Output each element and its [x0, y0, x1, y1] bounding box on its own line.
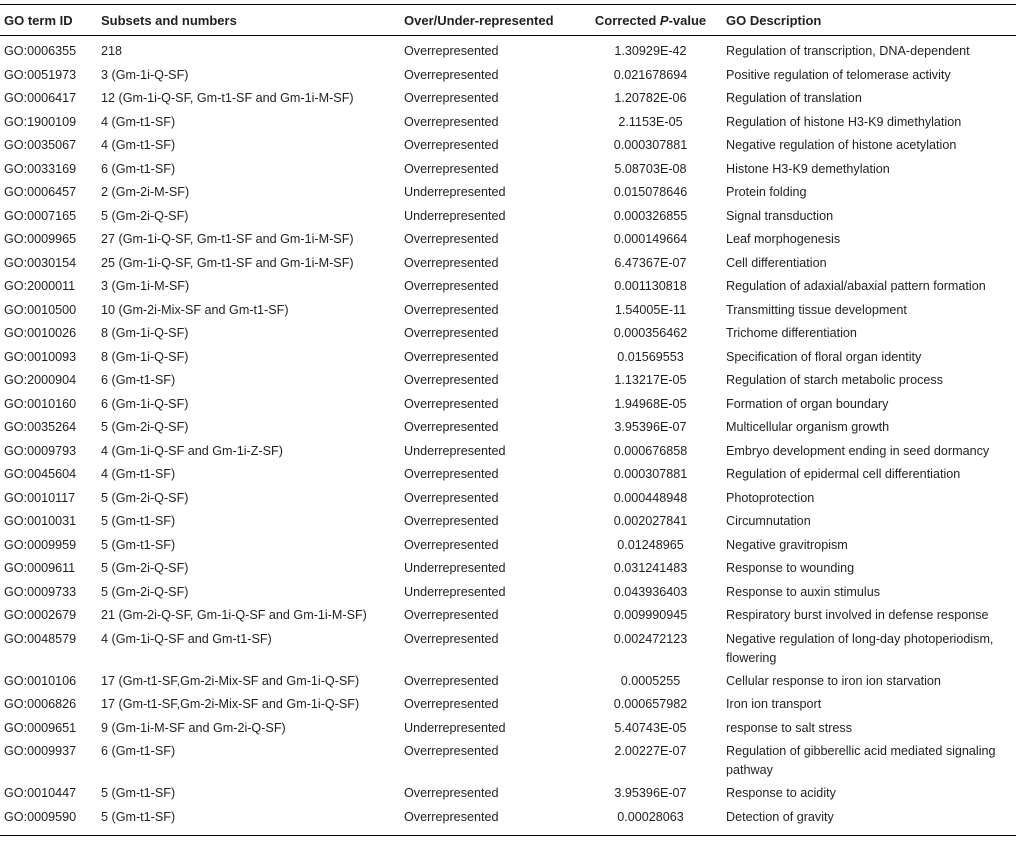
subsets-cell: 21 (Gm-2i-Q-SF, Gm-1i-Q-SF and Gm-1i-M-SF) [101, 608, 367, 622]
representation-cell: Underrepresented [404, 561, 506, 575]
corrected-pvalue-cell: 0.00028063 [579, 806, 722, 836]
representation-cell: Overrepresented [400, 806, 579, 836]
subsets-cell: 8 (Gm-1i-Q-SF) [101, 349, 189, 364]
subsets-cell: 27 (Gm-1i-Q-SF, Gm-t1-SF and Gm-1i-M-SF) [101, 232, 354, 246]
corrected-pvalue-cell: 2.00227E-07 [614, 744, 687, 758]
subsets-cell: 17 (Gm-t1-SF,Gm-2i-Mix-SF and Gm-1i-Q-SF) [101, 697, 360, 711]
go-term-id-cell: GO:0006826 [4, 697, 77, 711]
corrected-pvalue-cell: 0.000307881 [613, 138, 688, 152]
table-row [0, 64, 1016, 88]
go-term-id-cell: GO:0009733 [4, 584, 77, 599]
corrected-pvalue-cell: 0.043936403 [613, 584, 688, 599]
subsets-cell: 4 (Gm-t1-SF) [101, 138, 176, 152]
go-description-cell: Regulation of histone H3-K9 dimethylation [726, 114, 962, 129]
go-term-id-cell: GO:0006457 [4, 185, 77, 199]
go-term-id-cell: GO:1900109 [4, 114, 77, 129]
go-enrichment-table [0, 4, 1016, 836]
corrected-pvalue-cell: 0.000657982 [613, 697, 688, 711]
corrected-pvalue-cell: 1.54005E-11 [614, 302, 687, 317]
subsets-cell: 5 (Gm-2i-Q-SF) [101, 420, 189, 434]
table-row [0, 158, 1016, 182]
go-description-cell: Cellular response to iron ion starvation [726, 673, 941, 688]
corrected-pvalue-cell: 3.95396E-07 [614, 786, 687, 800]
go-description-cell: Histone H3-K9 demethylation [726, 161, 890, 176]
representation-cell: Overrepresented [404, 631, 499, 646]
table-row [0, 510, 1016, 534]
subsets-cell: 5 (Gm-2i-Q-SF) [101, 490, 189, 505]
subsets-cell: 12 (Gm-1i-Q-SF, Gm-t1-SF and Gm-1i-M-SF) [101, 91, 354, 105]
table-row [0, 440, 1016, 464]
corrected-pvalue-cell: 0.009990945 [613, 608, 688, 622]
corrected-pvalue-cell: 0.000676858 [613, 443, 688, 458]
go-description-cell: Respiratory burst involved in defense response [726, 608, 989, 622]
go-description-cell: Detection of gravity [722, 806, 1016, 836]
go-description-cell: Response to acidity [726, 786, 836, 800]
representation-cell: Overrepresented [404, 232, 499, 246]
header-pvalue-suffix: -value [668, 12, 707, 28]
go-term-id-cell: GO:0010093 [4, 349, 77, 364]
corrected-pvalue-cell: 0.01569553 [617, 349, 684, 364]
representation-cell: Underrepresented [404, 584, 506, 599]
go-description-cell: Formation of organ boundary [726, 396, 889, 411]
table-row [0, 581, 1016, 605]
corrected-pvalue-cell: 0.021678694 [613, 67, 688, 82]
subsets-cell: 8 (Gm-1i-Q-SF) [101, 326, 189, 340]
representation-cell: Overrepresented [404, 349, 499, 364]
representation-cell: Overrepresented [404, 326, 499, 340]
subsets-cell: 5 (Gm-2i-Q-SF) [101, 561, 189, 575]
subsets-cell: 6 (Gm-t1-SF) [101, 161, 176, 176]
table-row [0, 134, 1016, 158]
representation-cell: Overrepresented [404, 138, 499, 152]
representation-cell: Overrepresented [404, 673, 499, 688]
go-description-cell: Response to wounding [726, 561, 855, 575]
go-term-id-cell: GO:0009959 [4, 537, 77, 552]
representation-cell: Overrepresented [404, 608, 499, 622]
corrected-pvalue-cell: 0.015078646 [613, 185, 688, 199]
representation-cell: Overrepresented [404, 279, 499, 293]
header-pvalue-italic: P [659, 12, 669, 28]
header-go-term-id: GO term ID [0, 5, 97, 36]
go-description-cell: Regulation of transcription, DNA-dependent [726, 44, 970, 58]
go-description-cell: Regulation of starch metabolic process [726, 373, 944, 387]
go-description-cell: Response to auxin stimulus [726, 584, 881, 599]
header-row [0, 5, 1016, 36]
header-pvalue-prefix: Corrected [594, 12, 660, 28]
subsets-cell: 5 (Gm-t1-SF) [97, 806, 400, 836]
go-term-id-cell: GO:0007165 [4, 208, 77, 223]
go-term-id-cell: GO:0045604 [4, 467, 77, 481]
go-term-id-cell: GO:0002679 [4, 608, 77, 622]
go-description-cell: Negative regulation of histone acetylation [726, 138, 957, 152]
corrected-pvalue-cell: 1.94968E-05 [614, 396, 687, 411]
corrected-pvalue-cell: 5.08703E-08 [614, 161, 687, 176]
table-row [0, 782, 1016, 806]
go-term-id-cell: GO:0009965 [4, 232, 77, 246]
representation-cell: Underrepresented [404, 208, 506, 223]
corrected-pvalue-cell: 5.40743E-05 [614, 720, 687, 735]
go-description-cell: Cell differentiation [726, 255, 827, 270]
corrected-pvalue-cell: 0.000307881 [613, 467, 688, 481]
go-term-id-cell: GO:0051973 [4, 67, 77, 82]
representation-cell: Overrepresented [404, 697, 499, 711]
corrected-pvalue-cell: 0.000149664 [613, 232, 688, 246]
corrected-pvalue-cell: 0.000356462 [613, 326, 688, 340]
subsets-cell: 5 (Gm-t1-SF) [101, 514, 176, 528]
table-row [0, 463, 1016, 487]
subsets-cell: 4 (Gm-t1-SF) [101, 467, 176, 481]
table-row [0, 557, 1016, 581]
table-row [0, 252, 1016, 276]
corrected-pvalue-cell: 0.000326855 [613, 208, 688, 223]
table-row [0, 36, 1016, 64]
corrected-pvalue-cell: 0.000448948 [613, 490, 688, 505]
corrected-pvalue-cell: 0.031241483 [613, 561, 688, 575]
representation-cell: Overrepresented [404, 786, 499, 800]
go-description-cell: Regulation of gibberellic acid mediated signaling pathway [726, 744, 996, 777]
go-description-cell: Trichome differentiation [726, 326, 857, 340]
subsets-cell: 6 (Gm-t1-SF) [101, 373, 176, 387]
go-term-id-cell: GO:2000904 [4, 373, 77, 387]
table-row [0, 228, 1016, 252]
header-corrected-pvalue [579, 5, 722, 36]
go-description-cell: response to salt stress [726, 720, 852, 735]
table-row [0, 299, 1016, 323]
subsets-cell: 4 (Gm-1i-Q-SF and Gm-t1-SF) [101, 631, 272, 646]
go-term-id-cell: GO:0010117 [4, 490, 76, 505]
go-term-id-cell: GO:0010500 [4, 302, 77, 317]
table-header [0, 5, 1016, 36]
go-term-id-cell: GO:0009793 [4, 443, 77, 458]
corrected-pvalue-cell: 1.30929E-42 [614, 44, 687, 58]
representation-cell: Overrepresented [404, 420, 499, 434]
table-row [0, 534, 1016, 558]
go-description-cell: Specification of floral organ identity [726, 349, 922, 364]
go-description-cell: Embryo development ending in seed dormancy [726, 443, 990, 458]
representation-cell: Overrepresented [404, 514, 499, 528]
representation-cell: Overrepresented [404, 537, 499, 552]
go-description-cell: Photoprotection [726, 490, 815, 505]
go-description-cell: Transmitting tissue development [726, 302, 907, 317]
table-row [0, 181, 1016, 205]
representation-cell: Overrepresented [404, 44, 499, 58]
table-row [0, 740, 1016, 782]
go-term-id-cell: GO:0048579 [4, 631, 77, 646]
table-row [0, 111, 1016, 135]
go-description-cell: Negative gravitropism [726, 537, 848, 552]
go-description-cell: Signal transduction [726, 208, 834, 223]
representation-cell: Overrepresented [404, 373, 499, 387]
corrected-pvalue-cell: 2.1153E-05 [618, 114, 683, 129]
table-row [0, 670, 1016, 694]
corrected-pvalue-cell: 0.01248965 [617, 537, 684, 552]
representation-cell: Overrepresented [404, 67, 499, 82]
subsets-cell: 3 (Gm-1i-Q-SF) [101, 67, 189, 82]
table-row [0, 693, 1016, 717]
table-row [0, 604, 1016, 628]
go-term-id-cell: GO:0010026 [4, 326, 77, 340]
subsets-cell: 5 (Gm-t1-SF) [101, 537, 176, 552]
go-term-id-cell: GO:0010160 [4, 396, 77, 411]
representation-cell: Overrepresented [404, 744, 499, 758]
go-description-cell: Iron ion transport [726, 697, 822, 711]
representation-cell: Overrepresented [404, 396, 499, 411]
representation-cell: Overrepresented [404, 490, 499, 505]
go-term-id-cell: GO:0010447 [4, 786, 77, 800]
go-term-id-cell: GO:0009590 [0, 806, 97, 836]
table-row [0, 87, 1016, 111]
corrected-pvalue-cell: 1.20782E-06 [614, 91, 687, 105]
subsets-cell: 25 (Gm-1i-Q-SF, Gm-t1-SF and Gm-1i-M-SF) [101, 255, 354, 270]
representation-cell: Overrepresented [404, 114, 499, 129]
go-term-id-cell: GO:0010031 [4, 514, 77, 528]
representation-cell: Overrepresented [404, 161, 499, 176]
go-description-cell: Regulation of adaxial/abaxial pattern formation [726, 279, 986, 293]
table-body [0, 36, 1016, 836]
table-row [0, 393, 1016, 417]
table-row [0, 346, 1016, 370]
subsets-cell: 218 [101, 44, 123, 58]
go-term-id-cell: GO:0009611 [4, 561, 76, 575]
go-description-cell: Circumnutation [726, 514, 811, 528]
table-row [0, 806, 1016, 836]
representation-cell: Overrepresented [404, 467, 499, 481]
subsets-cell: 4 (Gm-1i-Q-SF and Gm-1i-Z-SF) [101, 443, 283, 458]
table-row [0, 275, 1016, 299]
subsets-cell: 2 (Gm-2i-M-SF) [101, 185, 190, 199]
go-description-cell: Leaf morphogenesis [726, 232, 841, 246]
representation-cell: Underrepresented [404, 185, 506, 199]
subsets-cell: 5 (Gm-2i-Q-SF) [101, 584, 189, 599]
corrected-pvalue-cell: 0.002472123 [613, 631, 688, 646]
corrected-pvalue-cell: 0.0005255 [620, 673, 681, 688]
go-term-id-cell: GO:0030154 [4, 255, 77, 270]
subsets-cell: 9 (Gm-1i-M-SF and Gm-2i-Q-SF) [101, 720, 286, 735]
table-row [0, 628, 1016, 670]
representation-cell: Underrepresented [404, 720, 506, 735]
header-subsets: Subsets and numbers [97, 5, 400, 36]
table-row [0, 717, 1016, 741]
go-description-cell: Protein folding [726, 185, 807, 199]
corrected-pvalue-cell: 6.47367E-07 [614, 255, 687, 270]
subsets-cell: 6 (Gm-t1-SF) [101, 744, 176, 758]
subsets-cell: 3 (Gm-1i-M-SF) [101, 279, 190, 293]
go-description-cell: Positive regulation of telomerase activity [726, 67, 951, 82]
representation-cell: Underrepresented [404, 443, 506, 458]
go-term-id-cell: GO:2000011 [4, 279, 76, 293]
subsets-cell: 10 (Gm-2i-Mix-SF and Gm-t1-SF) [101, 302, 289, 317]
corrected-pvalue-cell: 0.001130818 [614, 279, 687, 293]
representation-cell: Overrepresented [404, 302, 499, 317]
go-description-cell: Multicellular organism growth [726, 420, 890, 434]
subsets-cell: 5 (Gm-t1-SF) [101, 786, 176, 800]
table-row [0, 416, 1016, 440]
go-description-cell: Regulation of translation [726, 91, 862, 105]
go-term-id-cell: GO:0006417 [4, 91, 77, 105]
go-term-id-cell: GO:0009937 [4, 744, 77, 758]
go-description-cell: Negative regulation of long-day photoperiodism, flowering [726, 631, 994, 665]
table-row [0, 487, 1016, 511]
go-term-id-cell: GO:0033169 [4, 161, 77, 176]
corrected-pvalue-cell: 0.002027841 [613, 514, 688, 528]
representation-cell: Overrepresented [404, 255, 499, 270]
go-description-cell: Regulation of epidermal cell differentiation [726, 467, 961, 481]
go-term-id-cell: GO:0035067 [4, 138, 77, 152]
go-term-id-cell: GO:0010106 [4, 673, 77, 688]
go-term-id-cell: GO:0035264 [4, 420, 77, 434]
header-over-under: Over/Under-represented [400, 5, 579, 36]
corrected-pvalue-cell: 1.13217E-05 [614, 373, 687, 387]
subsets-cell: 4 (Gm-t1-SF) [101, 114, 176, 129]
table-row [0, 205, 1016, 229]
representation-cell: Overrepresented [404, 91, 499, 105]
table-row [0, 322, 1016, 346]
go-term-id-cell: GO:0006355 [4, 44, 77, 58]
subsets-cell: 17 (Gm-t1-SF,Gm-2i-Mix-SF and Gm-1i-Q-SF) [101, 673, 360, 688]
header-go-description: GO Description [722, 5, 1016, 36]
subsets-cell: 5 (Gm-2i-Q-SF) [101, 208, 189, 223]
corrected-pvalue-cell: 3.95396E-07 [614, 420, 687, 434]
subsets-cell: 6 (Gm-1i-Q-SF) [101, 396, 189, 411]
go-term-id-cell: GO:0009651 [4, 720, 77, 735]
table-row [0, 369, 1016, 393]
